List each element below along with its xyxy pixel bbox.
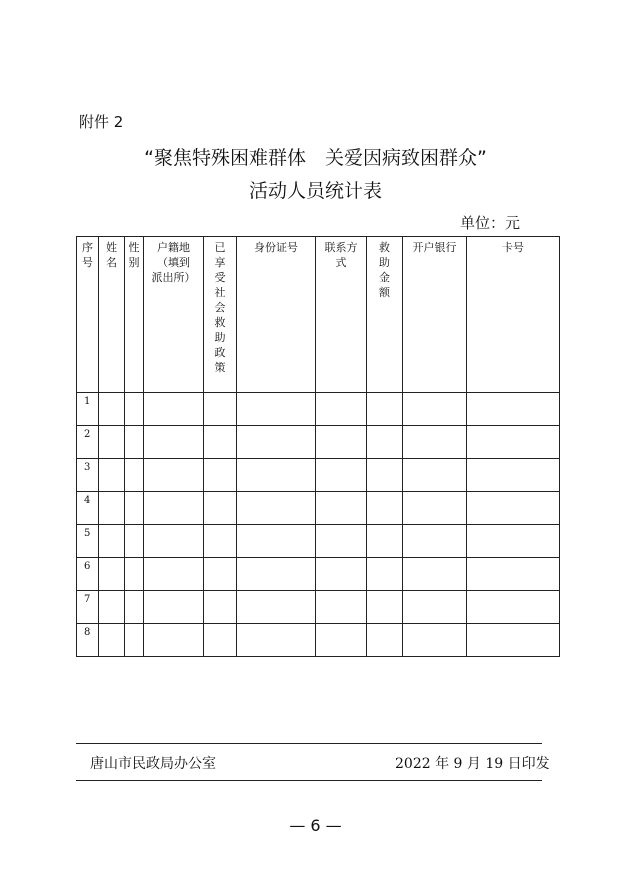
table-row [77, 525, 560, 558]
table-cell [204, 426, 237, 459]
table-cell [237, 624, 316, 657]
table-cell [144, 393, 204, 426]
row-serial-number: 7 [77, 591, 99, 624]
header-name: 姓 名 [99, 237, 125, 393]
table-cell [403, 558, 467, 591]
table-cell [403, 426, 467, 459]
table-cell [237, 591, 316, 624]
table-cell [467, 459, 560, 492]
table-cell [467, 624, 560, 657]
header-id-number: 身份证号 [237, 237, 316, 393]
unit-label: 单位：元 [460, 214, 521, 232]
table-cell [403, 525, 467, 558]
table-row [77, 393, 560, 426]
table-cell [99, 591, 125, 624]
table-cell [403, 624, 467, 657]
table-row [77, 426, 560, 459]
table-cell [237, 492, 316, 525]
table-cell [237, 393, 316, 426]
table-cell [99, 459, 125, 492]
table-cell [237, 558, 316, 591]
row-serial-number: 2 [77, 426, 99, 459]
header-social-assistance-policy: 已 享 受 社 会 救 助 政 策 [204, 237, 237, 393]
table-cell [204, 558, 237, 591]
table-cell [367, 492, 403, 525]
table-cell [99, 426, 125, 459]
table-cell [144, 426, 204, 459]
table-cell [99, 525, 125, 558]
table-cell [367, 591, 403, 624]
table-cell [125, 459, 144, 492]
row-serial-number: 4 [77, 492, 99, 525]
row-serial-number: 8 [77, 624, 99, 657]
table-cell [237, 426, 316, 459]
table-cell [125, 426, 144, 459]
table-cell [367, 558, 403, 591]
footer-top-rule [76, 743, 542, 744]
table-cell [99, 624, 125, 657]
attachment-label: 附件 2 [79, 113, 124, 131]
table-cell [144, 492, 204, 525]
document-title-line-1: “聚焦特殊困难群体 关爱因病致困群众” [144, 147, 487, 169]
statistics-table [76, 236, 560, 657]
table-cell [204, 492, 237, 525]
footer-issuer: 唐山市民政局办公室 [90, 756, 216, 772]
table-body [77, 393, 560, 657]
table-cell [316, 525, 367, 558]
row-serial-number: 6 [77, 558, 99, 591]
page-number: — 6 — [289, 816, 342, 835]
table-cell [467, 591, 560, 624]
table-cell [144, 459, 204, 492]
table-cell [125, 393, 144, 426]
table-cell [204, 624, 237, 657]
table-cell [467, 492, 560, 525]
table-row [77, 459, 560, 492]
table-cell [204, 591, 237, 624]
table-cell [144, 591, 204, 624]
table-cell [403, 591, 467, 624]
header-card-number: 卡号 [467, 237, 560, 393]
table-header-row [77, 237, 560, 393]
table-cell [367, 459, 403, 492]
header-household-registration: 户籍地 （填到 派出所） [144, 237, 204, 393]
table-cell [467, 525, 560, 558]
table-cell [204, 459, 237, 492]
table-cell [125, 624, 144, 657]
table-cell [367, 624, 403, 657]
table-cell [467, 393, 560, 426]
table-cell [367, 426, 403, 459]
table-cell [367, 525, 403, 558]
table-cell [125, 591, 144, 624]
table-row [77, 492, 560, 525]
footer-date: 2022 年 9 月 19 日印发 [395, 756, 550, 772]
table-cell [125, 525, 144, 558]
table-cell [316, 591, 367, 624]
table-cell [316, 459, 367, 492]
row-serial-number: 3 [77, 459, 99, 492]
table-cell [467, 426, 560, 459]
table-cell [316, 393, 367, 426]
row-serial-number: 1 [77, 393, 99, 426]
header-bank: 开户银行 [403, 237, 467, 393]
table-cell [403, 492, 467, 525]
header-contact: 联系方 式 [316, 237, 367, 393]
table-row [77, 558, 560, 591]
table-cell [99, 393, 125, 426]
table-cell [125, 492, 144, 525]
document-title-line-2: 活动人员统计表 [248, 180, 382, 202]
footer-bottom-rule [76, 780, 542, 781]
table-cell [316, 558, 367, 591]
header-serial-number: 序 号 [77, 237, 99, 393]
table-row [77, 624, 560, 657]
table-cell [144, 624, 204, 657]
table-cell [316, 426, 367, 459]
table-cell [144, 525, 204, 558]
table-cell [125, 558, 144, 591]
table-cell [403, 459, 467, 492]
table-row [77, 591, 560, 624]
table-cell [99, 558, 125, 591]
table-cell [237, 459, 316, 492]
table-cell [316, 492, 367, 525]
table-cell [204, 525, 237, 558]
table-cell [204, 393, 237, 426]
table-cell [467, 558, 560, 591]
table-cell [316, 624, 367, 657]
table-cell [403, 393, 467, 426]
table-cell [367, 393, 403, 426]
header-gender: 性 别 [125, 237, 144, 393]
row-serial-number: 5 [77, 525, 99, 558]
table-cell [99, 492, 125, 525]
table-cell [237, 525, 316, 558]
header-assistance-amount: 救 助 金 额 [367, 237, 403, 393]
table-cell [144, 558, 204, 591]
